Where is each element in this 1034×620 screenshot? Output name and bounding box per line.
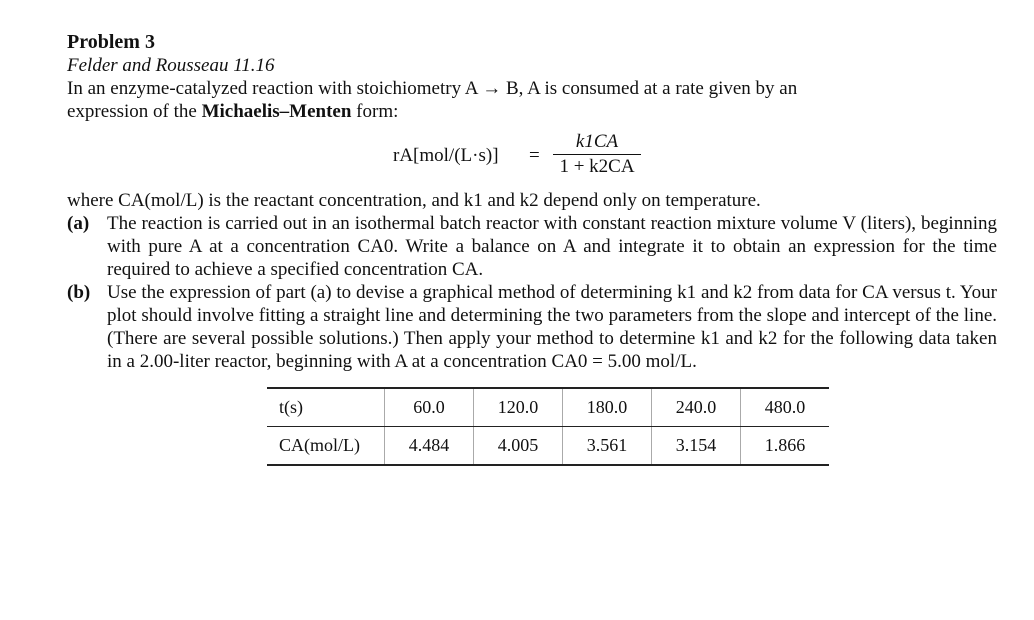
table-row <box>267 388 829 427</box>
michaelis-menten-term: Michaelis–Menten <box>201 101 352 122</box>
where-line: where CA(mol/L) is the reactant concentration, and k1 and k2 depend only on temperature. <box>67 190 761 211</box>
table-cell: 4.484 <box>385 427 474 466</box>
table-header-concentration: CA(mol/L) <box>267 427 385 466</box>
table-cell: 4.005 <box>474 427 563 466</box>
table-row <box>267 427 829 466</box>
table-cell: 480.0 <box>741 388 830 427</box>
part-b-label: (b) <box>67 282 91 303</box>
intro-text-end: form: <box>351 101 399 122</box>
table-cell: 3.154 <box>652 427 741 466</box>
part-b <box>67 281 997 373</box>
table-cell: 180.0 <box>563 388 652 427</box>
intro-line-2 <box>67 100 997 123</box>
part-a-text: The reaction is carried out in an isothermal batch reactor with constant reaction mixture volume V (liters), beginning with pure A at a concentration CA0. Write a balance on A and integrate it to obtain an expression for the time required to achieve a specified concentration CA. <box>107 213 997 280</box>
problem-document <box>67 30 997 466</box>
data-table <box>267 387 829 466</box>
equation-lhs: rA[mol/(L·s)] <box>393 145 499 166</box>
problem-source: Felder and Rousseau 11.16 <box>67 55 275 76</box>
equation-equals: = <box>529 145 540 166</box>
table-cell: 240.0 <box>652 388 741 427</box>
problem-title: Problem 3 <box>67 31 155 53</box>
intro-text: expression of the <box>67 101 202 122</box>
table-cell: 1.866 <box>741 427 830 466</box>
table-cell: 60.0 <box>385 388 474 427</box>
rate-equation <box>393 131 997 183</box>
equation-denominator: 1 + k2CA <box>559 156 635 177</box>
part-a-label: (a) <box>67 213 90 234</box>
intro-line-1: In an enzyme-catalyzed reaction with stoichiometry A → B, A is consumed at a rate given by an <box>67 78 798 99</box>
part-a <box>67 212 997 281</box>
part-b-text: Use the expression of part (a) to devise a graphical method of determining k1 and k2 from data for CA versus t. Your plot should involve fitting a straight line and determining the two parameters from the slope and intercept of the line. (There are several possible solutions.) Then apply your method to determine k1 and k2 for the following data taken in a 2.00-liter reactor, beginning with A at a concentration CA0 = 5.00 mol/L. <box>107 282 997 372</box>
table-cell: 3.561 <box>563 427 652 466</box>
equation-numerator: k1CA <box>553 131 641 155</box>
equation-fraction <box>553 131 641 178</box>
table-cell: 120.0 <box>474 388 563 427</box>
table-header-time: t(s) <box>267 388 385 427</box>
